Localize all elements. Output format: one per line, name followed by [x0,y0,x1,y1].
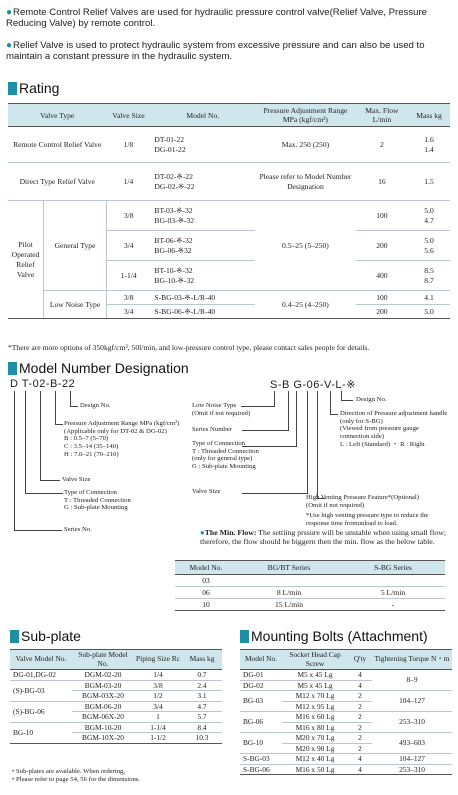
right-valve-size-label: Valve Size [192,488,221,495]
table-row: 1-1/4 BT-10-※-32 BG-10-※-32 400 8.5 8.7 [8,261,450,291]
table-row: BG-10 M20 x 70 Lg 2 493–603 [240,733,452,744]
min-flow-note: ●The Min. Flow: The settiing prssure will be unstable when using small flow; therefore, the flow should be biggern then the min. flow as the below table. [200,528,447,547]
table-row: Remote Control Relief Valve 1/8 DT-01-22 DG-01-22 Max. 250 (250) 2 1.6 1.4 [8,127,450,163]
table-row: DG-01 M5 x 45 Lg 4 8–9 [240,670,452,681]
col-mass: Mass kg [408,104,450,127]
model-number-heading: Model Number Designation [8,360,189,376]
table-row: S-BG-03 M12 x 40 Lg 4 104–127 [240,754,452,765]
min-flow-table: Model No. BG/BT Series S-BG Series 03 06 8 L/min 5 L/min 10 15 L/min - [175,560,445,611]
table-row: DG-02 M5 x 45 Lg 4 [240,680,452,691]
rating-table [8,103,450,319]
table-row: 06 8 L/min 5 L/min [175,587,445,599]
col-valve-type: Valve Type [8,104,106,127]
bolts-heading: Mounting Bolts (Attachment) [240,628,428,644]
table-row: 03 [175,575,445,587]
table-row: BGM-03X-20 1/2 3.1 [10,691,222,702]
intro-paragraph-1: ●Remote Control Relief Valves are used for hydraulic pressure control valve(Relief Valve, Pressure Reducing Valve) by remote control. [6,7,428,29]
left-model-code: D T-02-B-22 [10,378,76,390]
col-max-flow: Max. Flow L/min [356,104,408,127]
table-row: BG-03 M12 x 70 Lg 2 104–127 [240,691,452,702]
connection-block: Type of Connection T : Threaded Connection G : Sub-plate Mounting [64,489,131,512]
design-no-label: Design No. [80,402,111,409]
table-row: (S)-BG-06 BGM-06-20 3/4 4.7 [10,701,222,712]
table-row: M16 x 80 Lg 2 [240,722,452,733]
right-design-no-label: Design No. [356,396,387,403]
table-row: BGM-10X-20 1-1/2 10.3 [10,733,222,744]
bullet-icon: ● [200,528,205,537]
table-row: 3/4 S-BG-06-※-L/R-40 200 5.0 [8,305,450,319]
col-valve-size: Valve Size [106,104,150,127]
section-marker-icon [8,82,17,95]
bullet-icon: ● [6,7,13,18]
bullet-icon: ● [6,40,13,51]
series-no-label: Series No. [64,526,92,533]
right-model-code: S-B G-06-V-L-※ [270,379,356,391]
subplate-table: Valve Model No. Sub-plate Model No. Piping Size Rc Mass kg DG-01,DG-02 DGM-02-20 1/4 0.7 (S)-BG-03 BGM-03-20 3/8 2.4 BGM-03X-20 1/2 3.1 (S)-BG-06 BGM-06-20 3/4 4.7 BGM-06X-20 1 5.7 BG-10 BGM-10-20 1-1/4 8.4 BGM-10X-20 1-1/2 10.3 [10,649,222,744]
table-row: DG-01,DG-02 DGM-02-20 1/4 0.7 [10,670,222,681]
col-model-no: Model No. [150,104,255,127]
col-pressure: Pressure Adjustment Range MPa (kgf/cm²) [255,104,356,127]
intro-paragraph-2: ●Relief Valve is used to protect hydraulic system from excessive pressure and can also be used to maintain a constant pressure in the hydraulic system. [6,40,425,62]
table-row: M12 x 95 Lg 2 [240,701,452,712]
valve-size-label: Valve Size [62,476,91,483]
subplate-heading: Sub-plate [10,628,81,644]
table-row: Low Noise Type 3/8 S-BG-03-※-L/R-40 0.4–25 (4–250) 100 4.1 [8,291,450,305]
table-row: M20 x 90 Lg 2 [240,743,452,754]
low-noise-block: Low Noise Type (Omit if not required) [192,402,251,417]
section-marker-icon [240,630,249,643]
venting-note: *Use high venting pressure type to reduce the response time fromunload to load. [306,512,429,527]
series-number-label: Series Number [192,426,232,433]
table-row: (S)-BG-03 BGM-03-20 3/8 2.4 [10,680,222,691]
table-row: S-BG-06 M16 x 50 Lg 4 253–310 [240,764,452,775]
rating-footnote: *There are more options of 350kgf/cm², 50l/min, and low-pressure control type, please contact sales people for details. [8,343,370,352]
table-row: BG-10 BGM-10-20 1-1/4 8.4 [10,722,222,733]
rating-heading: Rating [8,80,59,96]
table-row: 3/4 BT-06-※-32 BG-06-※32 200 5.0 5.6 [8,231,450,261]
table-row: Direct Type Relief Valve 1/4 DT-02-※-22 DG-02-※-22 Please refer to Model Number Designation 16 1.5 [8,163,450,201]
subplate-notes: • Sub-plates are available. When ordering, • Please refer to page 54, 56 for the dimensions. [12,768,141,783]
pressure-range-block: Pressure Adjustment Range MPa (kgf/cm²) (Applicable only for DT-02 & DG-02) B : 0.5–7 (5–70) C : 3.5–14 (35–140) H : 7.0–21 (70–210) [64,420,180,458]
direction-block: Direction of Pressure adjustment handle (only for S-BG) (Viewed from pressure gauge connection side) L : Left (Standard) ・ R : Right [340,410,448,448]
table-row: BG-06 M16 x 60 Lg 2 253–310 [240,712,452,723]
right-connection-block: Type of Connection T : Threaded Connection (only for general type) G : Sub-plate Mounting [192,440,259,471]
table-row: 10 15 L/min - [175,599,445,611]
venting-block: High Venting Pressure Feature*(Optional) (Omit if not required) [306,494,419,509]
table-row: Pilot Operated Relief Valve General Type 3/8 BT-03-※-32 BG-03-※-32 0.5–25 (5–250) 100 5.0 4.7 [8,201,450,231]
table-row: BGM-06X-20 1 5.7 [10,712,222,723]
section-marker-icon [8,362,17,375]
section-marker-icon [10,630,19,643]
bolts-table: Model No. Socket Head Cap Screw Q'ty Tightening Torque N・m DG-01 M5 x 45 Lg 4 8–9 DG-02 M5 x 45 Lg 4 BG-03 M12 x 70 Lg 2 104–127 M12 x 95 Lg 2 BG-06 M16 x 60 Lg 2 253–310 M16 x 80 Lg 2 BG-10 M20 x 70 Lg 2 493–603 M20 x 90 Lg 2 S-BG-03 M12 x 40 Lg 4 104–127 S-BG-06 M16 x 50 Lg 4 253–310 [240,649,452,775]
